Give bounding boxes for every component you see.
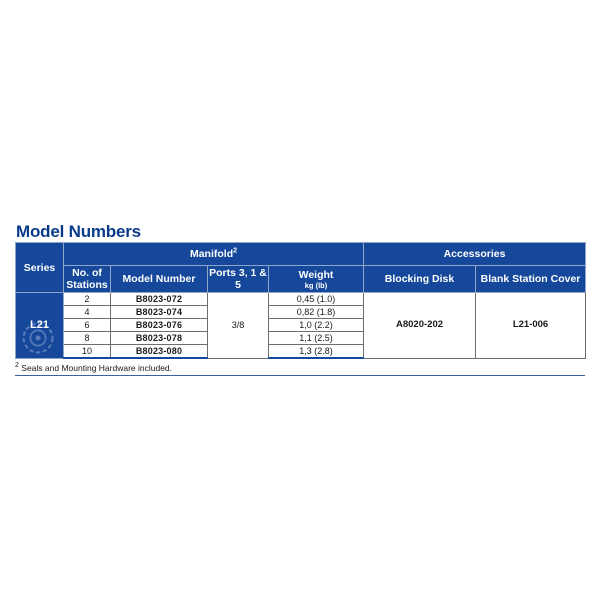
- model-number-cell: B8023-074: [111, 306, 208, 319]
- table-row: [16, 293, 586, 306]
- footnote: $^2$ Seals and Mounting Hardware included.: [15, 362, 173, 373]
- gear-watermark-icon: [21, 321, 55, 355]
- ports-cell: 3/8: [208, 293, 269, 359]
- model-number-cell: B8023-080: [111, 345, 208, 359]
- series-header: Series: [16, 243, 64, 293]
- section-title: Model Numbers: [16, 222, 141, 241]
- weight-header: Weight kg (lb): [269, 266, 364, 293]
- weight-cell: 1,1 (2.5): [269, 332, 364, 345]
- blank-station-cover-cell: L21-006: [476, 293, 586, 359]
- model-numbers-table: [15, 242, 586, 359]
- weight-cell: 0,82 (1.8): [269, 306, 364, 319]
- blocking-disk-cell: A8020-202: [364, 293, 476, 359]
- stations-cell: 2: [64, 293, 111, 306]
- weight-cell: 0,45 (1.0): [269, 293, 364, 306]
- blocking-disk-header: Blocking Disk: [364, 266, 476, 293]
- footnote-rule: [15, 375, 585, 376]
- stations-cell: 8: [64, 332, 111, 345]
- blank-station-cover-header: Blank Station Cover: [476, 266, 586, 293]
- model-number-cell: B8023-076: [111, 319, 208, 332]
- stations-header: No. of Stations: [64, 266, 111, 293]
- stations-cell: 6: [64, 319, 111, 332]
- weight-cell: 1,0 (2.2): [269, 319, 364, 332]
- series-cell: L21: [16, 293, 64, 359]
- model-number-header: Model Number: [111, 266, 208, 293]
- manifold-header: Manifold$^2$: [64, 243, 364, 266]
- model-number-cell: B8023-078: [111, 332, 208, 345]
- stations-cell: 4: [64, 306, 111, 319]
- weight-cell: 1,3 (2.8): [269, 345, 364, 359]
- stations-cell: 10: [64, 345, 111, 359]
- accessories-header: Accessories: [364, 243, 586, 266]
- ports-header: Ports 3, 1 & 5: [209, 267, 267, 291]
- model-number-cell: B8023-072: [111, 293, 208, 306]
